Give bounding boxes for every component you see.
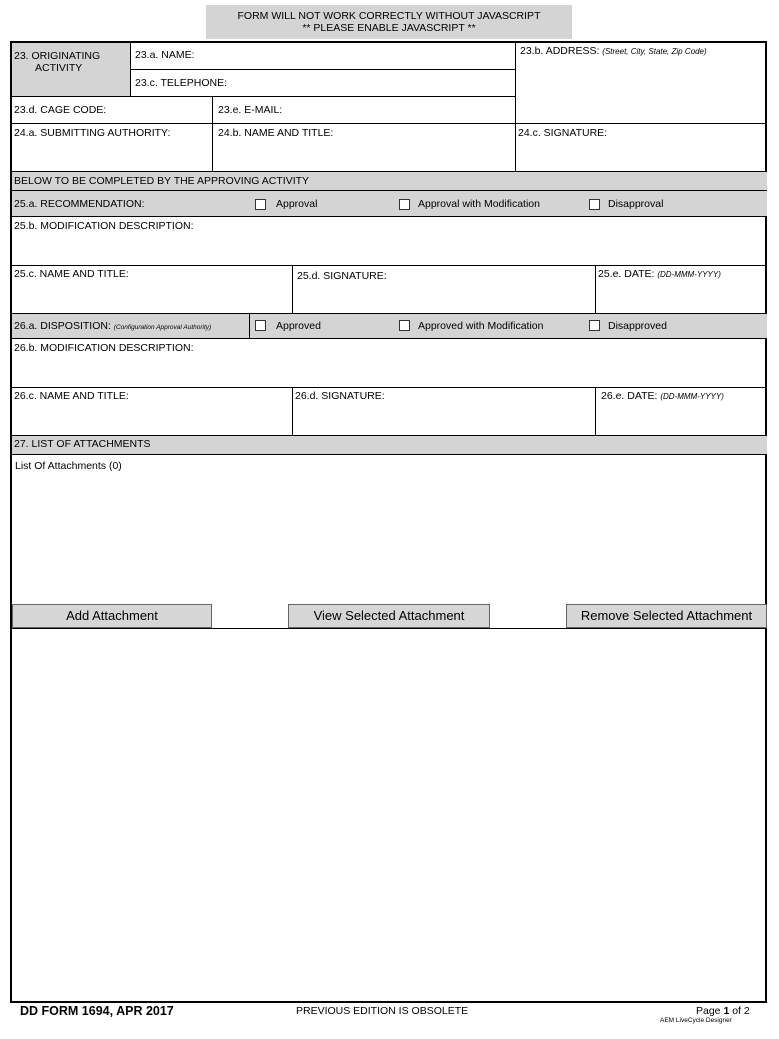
approval-option-label: Approval — [276, 198, 318, 210]
view-selected-attachment-button[interactable]: View Selected Attachment — [288, 604, 490, 628]
remove-selected-attachment-button[interactable]: Remove Selected Attachment — [566, 604, 767, 628]
signature-25-field[interactable] — [296, 286, 592, 310]
name-title-25-field[interactable] — [14, 284, 290, 310]
telephone-label: 23.c. TELEPHONE: — [135, 77, 228, 89]
attachments-list-text: List Of Attachments (0) — [15, 460, 122, 472]
previous-edition-notice: PREVIOUS EDITION IS OBSOLETE — [296, 1005, 469, 1017]
name-title-26-field[interactable] — [14, 406, 290, 432]
page-current: 1 — [723, 1005, 730, 1017]
attachments-list[interactable] — [12, 455, 767, 603]
approved-with-modification-checkbox[interactable] — [399, 320, 410, 331]
date-26-hint: (DD-MMM-YYYY) — [660, 392, 724, 401]
signature-26-label: 26.d. SIGNATURE: — [295, 390, 385, 402]
submitter-signature-label: 24.c. SIGNATURE: — [518, 127, 608, 139]
address-label-text: 23.b. ADDRESS: — [520, 45, 600, 57]
approved-option-label: Approved — [276, 320, 321, 332]
address-label — [520, 45, 707, 57]
telephone-field[interactable] — [235, 72, 512, 94]
date-26-label-text: 26.e. DATE: — [601, 390, 658, 402]
disapproval-option-label: Disapproval — [608, 198, 664, 210]
address-hint: (Street, City, State, Zip Code) — [602, 47, 707, 56]
address-field[interactable] — [518, 60, 764, 120]
email-label: 23.e. E-MAIL: — [218, 104, 283, 116]
javascript-warning-banner — [206, 5, 572, 39]
date-25-label — [598, 268, 721, 280]
form-id: DD FORM 1694, APR 2017 — [20, 1004, 174, 1018]
date-26-label — [601, 390, 724, 402]
approved-with-modification-option-label: Approved with Modification — [418, 320, 544, 332]
name-field[interactable] — [200, 45, 512, 67]
approval-with-modification-option-label: Approval with Modification — [418, 198, 540, 210]
signature-25-label: 25.d. SIGNATURE: — [297, 270, 387, 282]
disposition-label — [14, 320, 211, 332]
submitter-name-title-label: 24.b. NAME AND TITLE: — [218, 127, 334, 139]
email-field[interactable] — [290, 99, 512, 121]
name-title-25-label: 25.c. NAME AND TITLE: — [14, 268, 129, 280]
cage-code-field[interactable] — [112, 99, 210, 121]
disapproval-checkbox[interactable] — [589, 199, 600, 210]
submitter-name-title-field[interactable] — [216, 142, 512, 168]
approval-checkbox[interactable] — [255, 199, 266, 210]
approval-with-modification-checkbox[interactable] — [399, 199, 410, 210]
submitting-authority-field[interactable] — [14, 142, 210, 168]
modification-description-25-label: 25.b. MODIFICATION DESCRIPTION: — [14, 220, 194, 232]
banner-line-2: ** PLEASE ENABLE JAVASCRIPT ** — [302, 22, 476, 34]
cage-code-label: 23.d. CAGE CODE: — [14, 104, 107, 116]
date-25-hint: (DD-MMM-YYYY) — [657, 270, 721, 279]
disapproved-option-label: Disapproved — [608, 320, 667, 332]
designer-credit: AEM LiveCycle Designer — [660, 1017, 732, 1024]
attachments-header-text: 27. LIST OF ATTACHMENTS — [14, 438, 151, 450]
date-25-field[interactable] — [598, 284, 764, 310]
modification-description-26-label: 26.b. MODIFICATION DESCRIPTION: — [14, 342, 194, 354]
submitting-authority-label: 24.a. SUBMITTING AUTHORITY: — [14, 127, 171, 139]
submitter-signature-field[interactable] — [518, 142, 764, 168]
page-prefix: Page — [696, 1005, 724, 1017]
signature-26-field[interactable] — [296, 406, 592, 432]
disapproved-checkbox[interactable] — [589, 320, 600, 331]
modification-description-26-field[interactable] — [14, 356, 764, 384]
recommendation-label: 25.a. RECOMMENDATION: — [14, 198, 145, 210]
modification-description-25-field[interactable] — [14, 234, 764, 262]
date-26-field[interactable] — [598, 406, 764, 432]
disposition-hint: (Configuration Approval Authority) — [113, 324, 212, 331]
name-label: 23.a. NAME: — [135, 49, 195, 61]
approved-checkbox[interactable] — [255, 320, 266, 331]
page-suffix: of 2 — [729, 1005, 750, 1017]
disposition-label-text: 26.a. DISPOSITION: — [14, 320, 111, 332]
date-25-label-text: 25.e. DATE: — [598, 268, 655, 280]
approving-activity-header-text: BELOW TO BE COMPLETED BY THE APPROVING ACTIVITY — [14, 175, 310, 187]
page-number — [696, 1005, 750, 1017]
add-attachment-button[interactable]: Add Attachment — [12, 604, 212, 628]
originating-activity-label-1: 23. ORIGINATING — [14, 50, 101, 62]
name-title-26-label: 26.c. NAME AND TITLE: — [14, 390, 129, 402]
banner-line-1: FORM WILL NOT WORK CORRECTLY WITHOUT JAVASCRIPT — [237, 10, 541, 22]
originating-activity-label-2: ACTIVITY — [35, 62, 83, 74]
